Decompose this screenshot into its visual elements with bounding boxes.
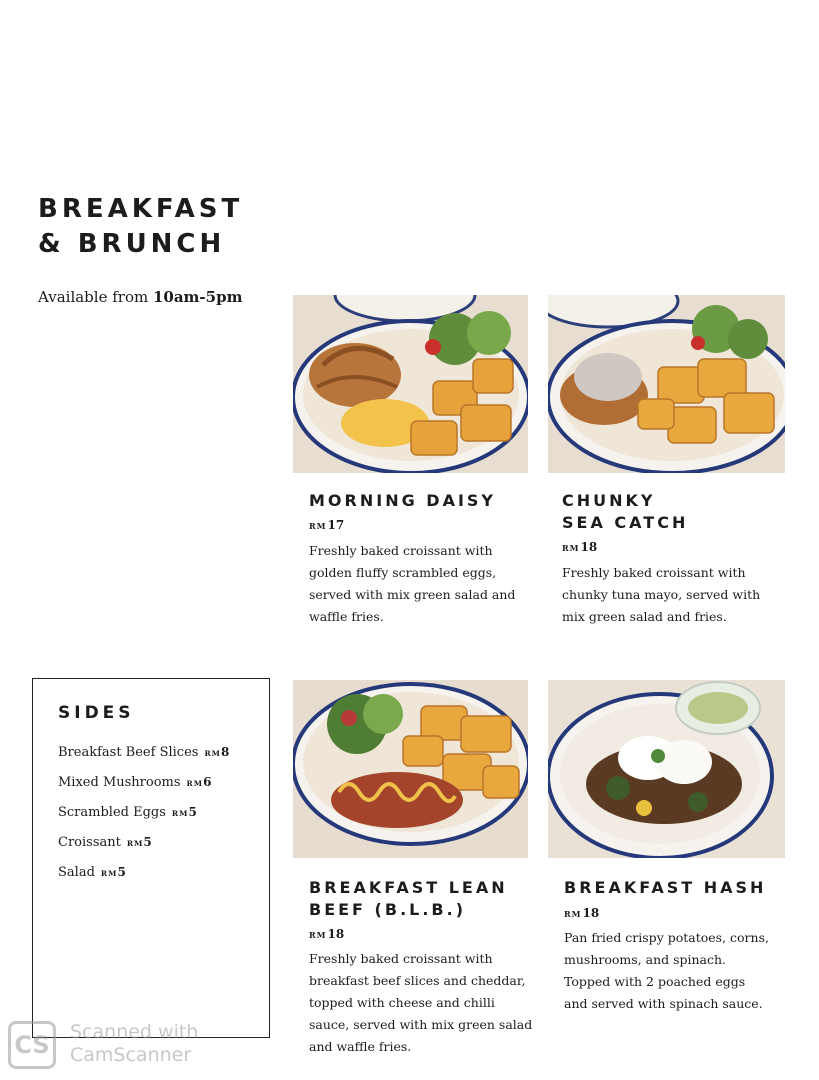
page-title: BREAKFAST & BRUNCH [38,194,244,259]
item-name: BREAKFAST LEAN BEEF (B.L.B.) [309,878,508,919]
menu-item-chunky-sea-catch [562,490,772,628]
list-item: Croissant RM5 [58,835,152,850]
item-description: Freshly baked croissant with breakfast beef slices and cheddar, topped with cheese and chilli sauce, served with mix green salad and waffle fries. [309,951,533,1054]
morning-daisy-photo [293,295,528,473]
sides-list [58,745,229,895]
item-description: Freshly baked croissant with chunky tuna mayo, served with mix green salad and fries. [562,565,761,624]
sides-box [32,678,270,1038]
breakfast-hash-photo [548,680,785,858]
watermark-text: Scanned with CamScanner [70,1021,199,1066]
item-name: CHUNKY SEA CATCH [562,491,689,532]
item-description: Pan fried crispy potatoes, corns, mushrooms, and spinach. Topped with 2 poached eggs and served with spinach sauce. [564,930,769,1011]
menu-item-breakfast-hash [564,877,794,1015]
camscanner-logo-icon: CS [8,1021,56,1069]
sides-title: SIDES [58,703,135,723]
list-item: Breakfast Beef Slices RM8 [58,745,230,760]
item-price: RM18 [309,927,345,941]
breakfast-lean-beef-photo [293,680,528,858]
list-item: Mixed Mushrooms RM6 [58,775,212,790]
availability-note: Available from 10am-5pm [38,288,243,306]
menu-item-morning-daisy [309,490,519,628]
item-price: RM18 [562,540,598,554]
chunky-sea-catch-photo [548,295,785,473]
item-name: BREAKFAST HASH [564,878,767,897]
list-item: Scrambled Eggs RM5 [58,805,197,820]
item-description: Freshly baked croissant with golden fluffy scrambled eggs, served with mix green salad and waffle fries. [309,543,516,624]
item-name: MORNING DAISY [309,491,497,510]
item-price: RM18 [564,906,600,920]
menu-item-breakfast-lean-beef [309,877,549,1058]
list-item: Salad RM5 [58,865,126,880]
item-price: RM17 [309,518,345,532]
